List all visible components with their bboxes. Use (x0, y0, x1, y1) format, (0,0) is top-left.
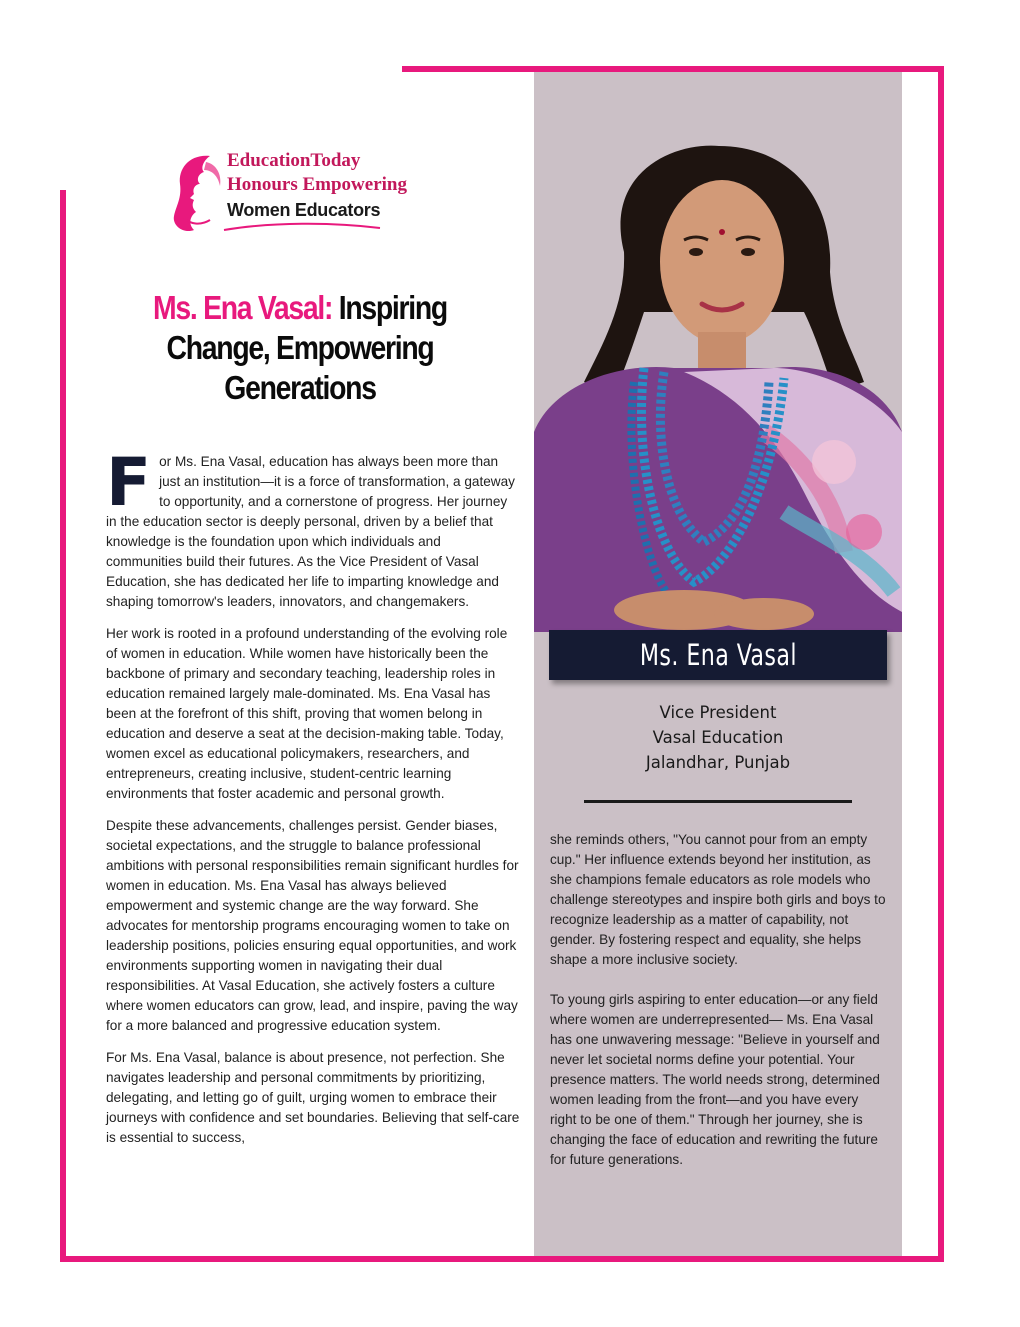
logo-line-1: EducationToday (227, 150, 361, 171)
frame-right-border (938, 66, 944, 1262)
logo-line-3: Women Educators (227, 200, 381, 220)
frame-left-border (60, 190, 66, 1262)
headline-name: Ms. Ena Vasal: (153, 289, 333, 326)
logo-line-2: Honours Empowering (227, 174, 407, 195)
paragraph-text: or Ms. Ena Vasal, education has always been more than just an institution—it is a force of transformation, a gateway to opportunity, and a cornerstone of progress. Her journey in the education sector is deeply personal, driven by a belief that knowledge is the foundation upon which individuals and communities build their futures. As the Vice President of Vasal Education, she has dedicated her life to imparting knowledge and shaping tomorrow's leaders, innovators, and changemakers. (106, 454, 515, 609)
article-paragraph (106, 444, 520, 612)
article-left-column (106, 444, 520, 1160)
article-right-column (550, 830, 888, 1190)
article-paragraph: To young girls aspiring to enter education—or any field where women are underrepresented— Ms. Ena Vasal has one unwavering message: "Believe in yourself and never let societal norms define your potential. Your presence matters. The world needs strong, determined women leading from the front—and you have every right to be one of them." Through her journey, she is changing the face of education and rewriting the future for future generations. (550, 992, 880, 1167)
profile-location: Jalandhar, Punjab (645, 753, 791, 772)
article-paragraph: For Ms. Ena Vasal, balance is about presence, not perfection. She navigates leadership and personal commitments by prioritizing, delegating, and letting go of guilt, urging women to embrace their journeys with confidence and set boundaries. Believing that self-care is essential to success, (106, 1050, 520, 1145)
profile-title: Vice President (659, 703, 777, 722)
profile-details (534, 700, 902, 775)
article-paragraph: Despite these advancements, challenges persist. Gender biases, societal expectations, and the struggle to balance professional ambitions with personal responsibilities remain significant hurdles for women in education. Ms. Ena Vasal has always believed empowerment and systemic change are the way forward. She advocates for mentorship programs encouraging women to take on leadership positions, policies ensuring equal opportunities, and work environments supporting women in navigating their dual responsibilities. At Vasal Education, she actively fosters a culture where women educators can grow, lead, and inspire, paving the way for a more balanced and progressive education system. (106, 818, 519, 1033)
logo-swoosh-icon (222, 220, 382, 234)
frame-bottom-border (60, 1256, 944, 1262)
article-headline (145, 288, 455, 408)
headline-rest: Inspiring Change, Empowering Generations (166, 289, 447, 406)
drop-cap: F (106, 444, 152, 521)
magazine-logo (170, 150, 450, 240)
woman-silhouette-icon (170, 154, 226, 234)
portrait-photo (534, 132, 902, 632)
name-banner (549, 630, 887, 680)
article-paragraph: Her work is rooted in a profound understanding of the evolving role of women in education. While women have historically been the backbone of primary and secondary teaching, leadership roles in education remained largely male-dominated. Ms. Ena Vasal has been at the forefront of this shift, proving that women belong in education and deserve a seat at the decision-making table. Today, women excel as educational policymakers, researchers, and entrepreneurs, creating inclusive, student-centric learning environments that foster academic and personal growth. (106, 626, 508, 801)
article-paragraph: she reminds others, "You cannot pour from an empty cup." Her influence extends beyond her institution, as she champions female educators as role models who challenge stereotypes and inspire both girls and boys to recognize leadership as a matter of capability, not gender. By fostering respect and equality, she helps shape a more inclusive society. (550, 832, 886, 967)
profile-name: Ms. Ena Vasal (639, 638, 797, 672)
divider-rule (584, 800, 852, 803)
profile-organization: Vasal Education (652, 728, 784, 747)
